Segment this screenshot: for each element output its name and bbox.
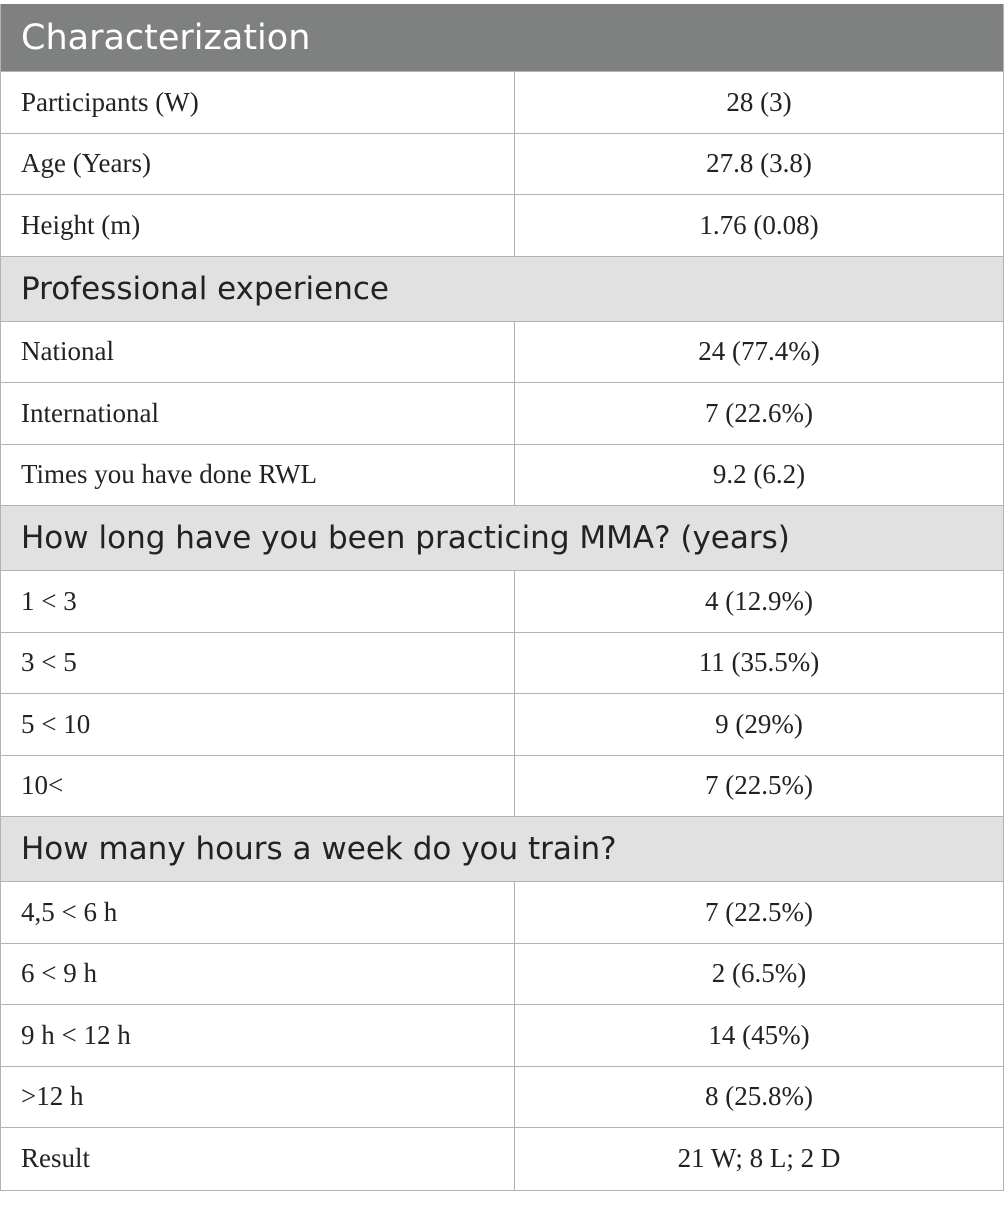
row-value: 8 (25.8%) (705, 1081, 813, 1112)
row-value: 2 (6.5%) (711, 958, 807, 989)
row-value: 7 (22.6%) (705, 397, 813, 428)
section-heading-training-hours: How many hours a week do you train? (1, 817, 1003, 882)
section-heading-professional-experience: Professional experience (1, 257, 1003, 322)
table-row (1, 383, 1003, 445)
row-value: 28 (3) (726, 86, 792, 117)
table-row (1, 195, 1003, 257)
row-label: Participants (W) (1, 72, 515, 133)
table-row (1, 882, 1003, 944)
row-label: 5 < 10 (1, 694, 515, 755)
table-row (1, 445, 1003, 507)
row-value: 1.76 (0.08) (699, 209, 819, 240)
row-label: 10< (1, 756, 515, 817)
row-label: 6 < 9 h (1, 944, 515, 1005)
row-value: 24 (77.4%) (698, 336, 820, 367)
table-row (1, 1005, 1003, 1067)
row-label: 4,5 < 6 h (1, 882, 515, 943)
row-label: Result (1, 1128, 515, 1190)
row-label: Height (m) (1, 195, 515, 256)
section-heading-mma-years: How long have you been practicing MMA? (years) (1, 506, 1003, 571)
table-row (1, 1067, 1003, 1129)
row-label: Age (Years) (1, 134, 515, 195)
table-row (1, 633, 1003, 695)
row-label: >12 h (1, 1067, 515, 1128)
characterization-table (0, 4, 1004, 1191)
table-row (1, 756, 1003, 818)
row-value: 27.8 (3.8) (706, 148, 812, 179)
row-label: 9 h < 12 h (1, 1005, 515, 1066)
row-value: 11 (35.5%) (698, 647, 820, 678)
row-value: 4 (12.9%) (705, 585, 813, 616)
row-value: 14 (45%) (708, 1019, 810, 1050)
row-value: 9.2 (6.2) (712, 459, 806, 490)
table-row (1, 134, 1003, 196)
row-value: 9 (29%) (715, 708, 803, 739)
table-row (1, 944, 1003, 1006)
table-row (1, 571, 1003, 633)
row-label: International (1, 383, 515, 444)
row-value: 21 W; 8 L; 2 D (677, 1143, 841, 1174)
table-row (1, 694, 1003, 756)
row-value: 7 (22.5%) (705, 896, 813, 927)
table-row (1, 1128, 1003, 1190)
table-row (1, 322, 1003, 384)
row-label: 3 < 5 (1, 633, 515, 694)
row-value: 7 (22.5%) (705, 770, 813, 801)
row-label: 1 < 3 (1, 571, 515, 632)
row-label: Times you have done RWL (1, 445, 515, 506)
table-row (1, 72, 1003, 134)
row-label: National (1, 322, 515, 383)
table-title: Characterization (1, 4, 1003, 72)
